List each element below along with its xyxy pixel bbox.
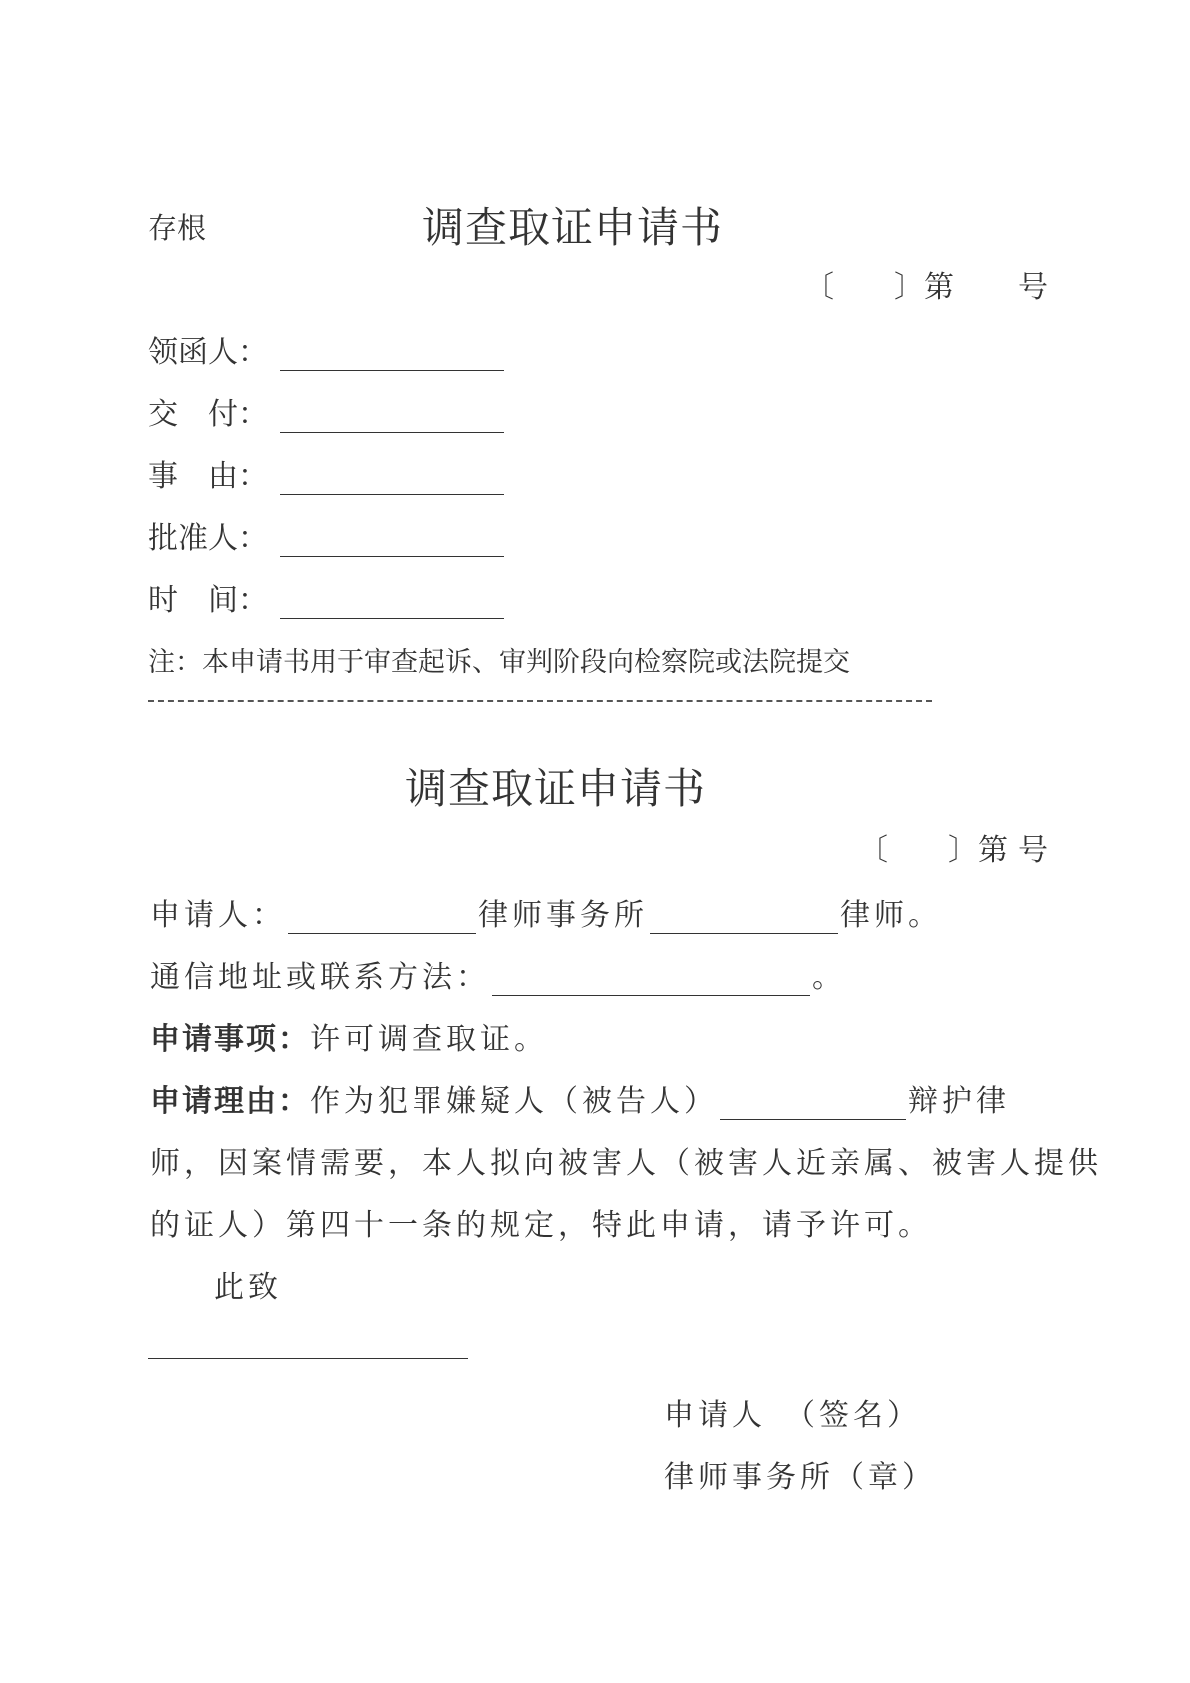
stub-label: 存根 (148, 211, 207, 245)
matter-line (150, 1014, 548, 1058)
salutation: 此致 (214, 1270, 282, 1305)
stub-field-label: 事 由： (148, 459, 268, 494)
reason-line-2: 师，因案情需要，本人拟向被害人（被害人近亲属、被害人提供 (150, 1146, 1102, 1181)
main-number-open: 〔 (858, 833, 888, 868)
reason-text-1: 作为犯罪嫌疑人（被告人） (310, 1084, 718, 1119)
stub-number-open: 〔 (804, 270, 834, 305)
applicant-mid: 律师事务所 (478, 898, 648, 933)
stub-document-number (804, 262, 1048, 306)
main-title: 调查取证申请书 (405, 764, 707, 813)
lawyer-name-blank[interactable] (650, 905, 838, 934)
stub-field-blank[interactable] (280, 590, 504, 619)
addressee-blank[interactable] (148, 1358, 468, 1359)
reason-label: 申请理由： (150, 1084, 310, 1119)
defendant-name-blank[interactable] (720, 1091, 906, 1120)
contact-blank[interactable] (492, 967, 810, 996)
contact-suffix: 。 (812, 960, 846, 995)
stub-field-label: 批准人： (148, 521, 268, 556)
law-firm-blank[interactable] (288, 905, 476, 934)
signature-firm-seal: 律师事务所（章） (664, 1460, 936, 1495)
applicant-line (150, 890, 942, 934)
reason-line-3: 的证人）第四十一条的规定，特此申请，请予许可。 (150, 1208, 932, 1243)
stub-field-time (148, 575, 504, 618)
reason-line-1 (150, 1076, 1010, 1120)
stub-field-label: 时 间： (148, 583, 268, 618)
stub-field-blank[interactable] (280, 528, 504, 557)
stub-field-blank[interactable] (280, 466, 504, 495)
stub-field-approver (148, 513, 504, 556)
main-number-close: 〕第 (948, 833, 1008, 868)
stub-title: 调查取证申请书 (422, 203, 724, 252)
stub-number-suffix: 号 (1018, 270, 1048, 305)
contact-line (150, 952, 846, 996)
matter-text: 许可调查取证。 (310, 1022, 548, 1057)
stub-note: 注：本申请书用于审查起诉、审判阶段向检察院或法院提交 (148, 647, 850, 678)
applicant-suffix: 律师。 (840, 898, 942, 933)
stub-field-blank[interactable] (280, 404, 504, 433)
stub-field-recipient (148, 327, 504, 370)
main-document-number (858, 825, 1048, 869)
stub-field-label: 交 付： (148, 397, 268, 432)
signature-applicant: 申请人 （签名） (664, 1398, 921, 1433)
stub-field-blank[interactable] (280, 342, 504, 371)
contact-prefix: 通信地址或联系方法： (150, 960, 490, 995)
cut-line-divider (148, 700, 932, 702)
reason-text-2: 辩护律 (908, 1084, 1010, 1119)
stub-field-delivery (148, 389, 504, 432)
stub-number-close: 〕第 (894, 270, 954, 305)
matter-label: 申请事项： (150, 1022, 310, 1057)
applicant-prefix: 申请人： (150, 898, 286, 933)
stub-field-label: 领函人： (148, 335, 268, 370)
main-number-suffix: 号 (1018, 833, 1048, 868)
stub-field-reason (148, 451, 504, 494)
